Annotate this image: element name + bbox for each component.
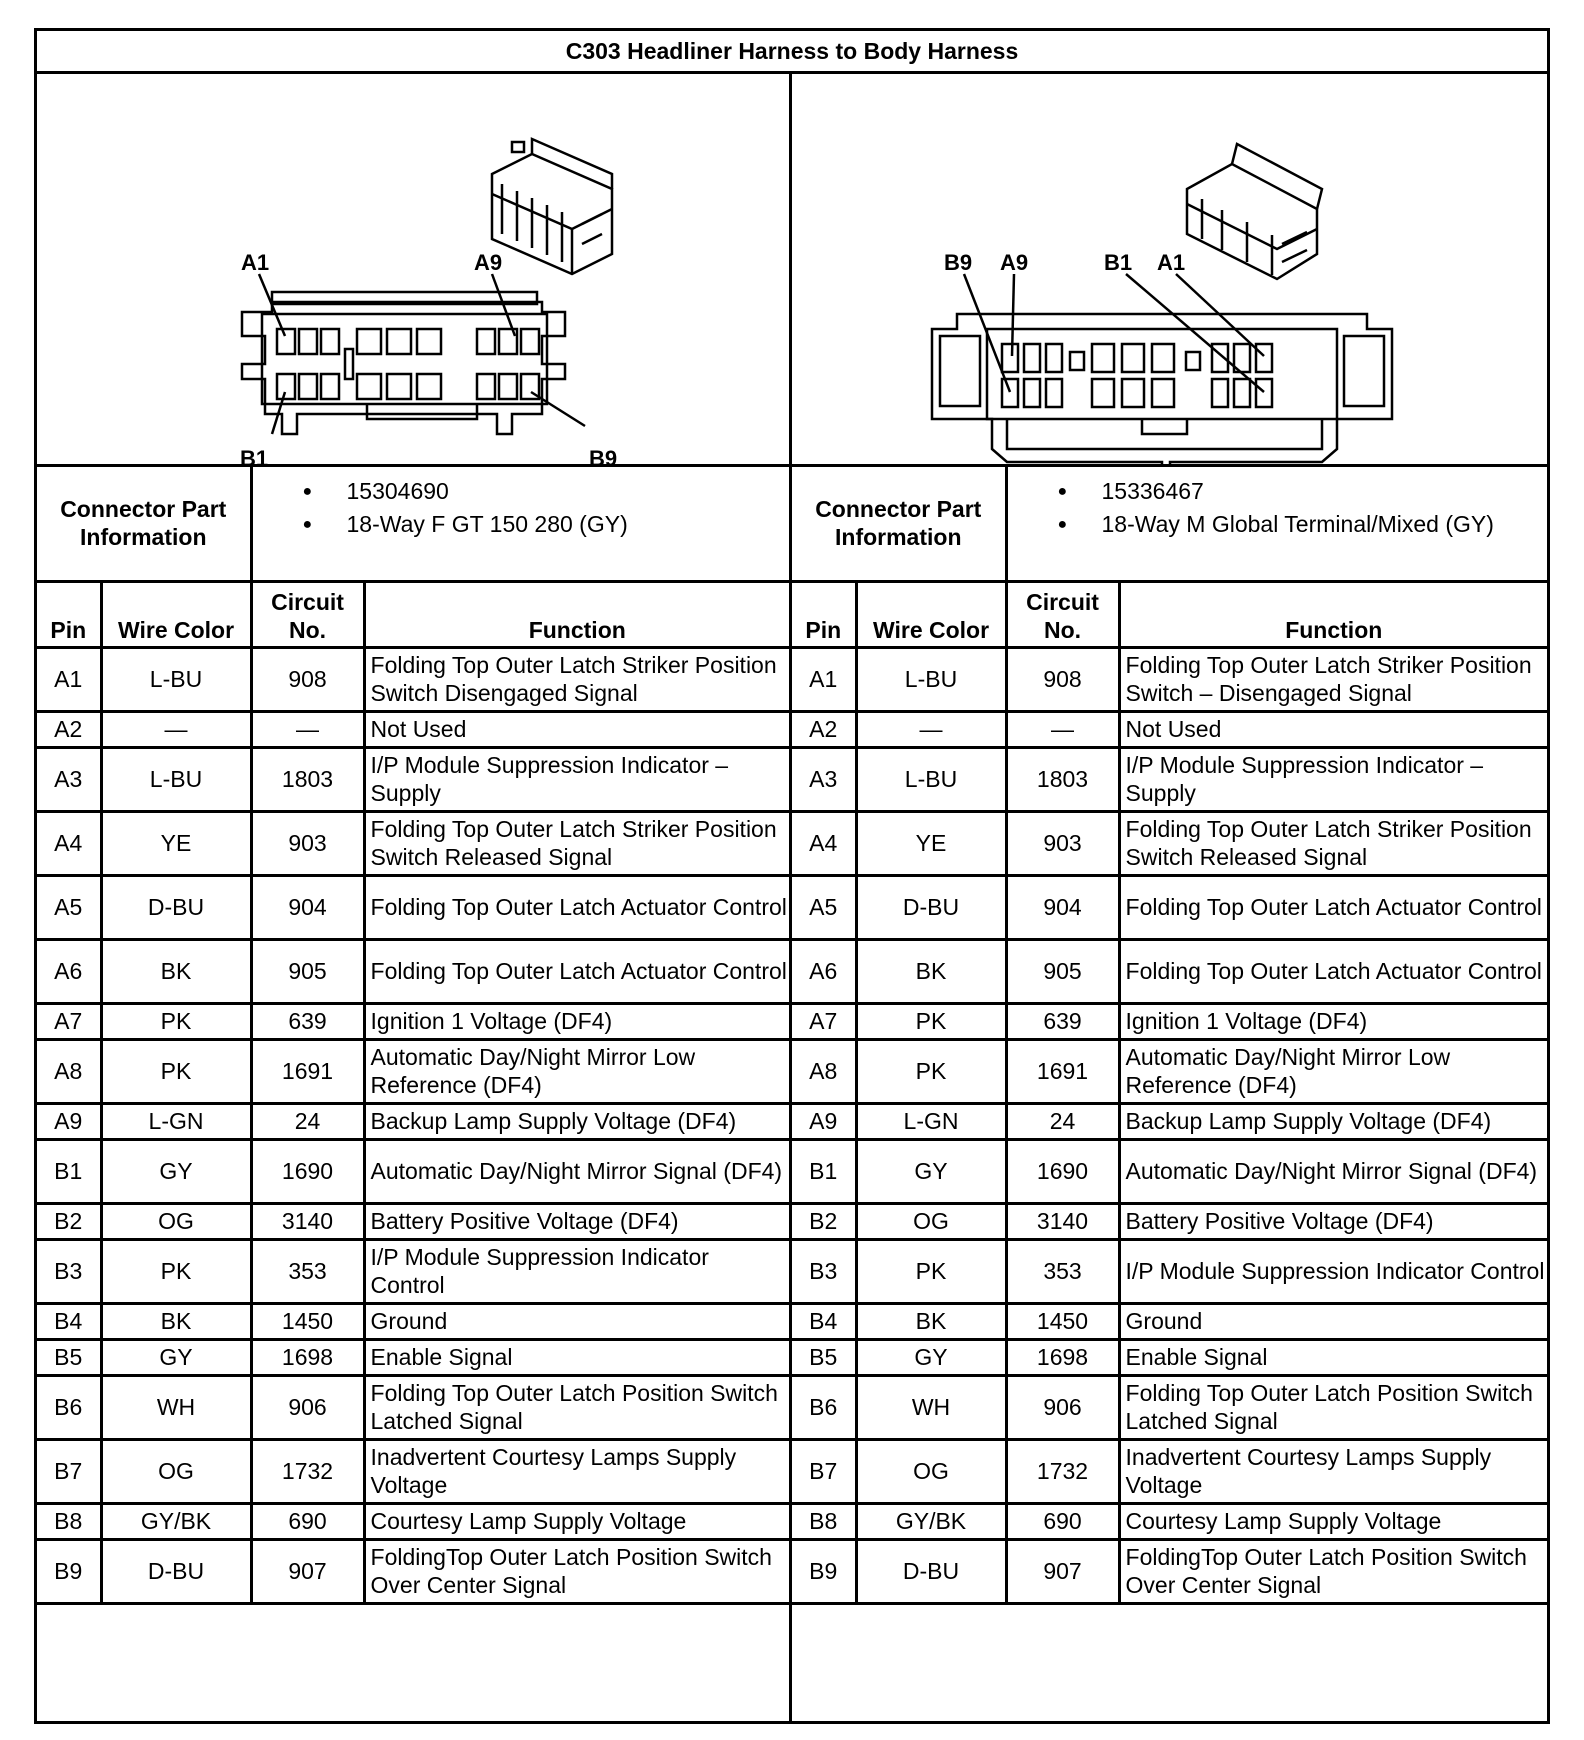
function-cell: Folding Top Outer Latch Position Switch Latched Signal [364, 1375, 789, 1439]
pin-cell: B6 [792, 1375, 856, 1439]
function-cell: Inadvertent Courtesy Lamps Supply Voltage [1119, 1439, 1547, 1503]
wire-color-cell: YE [101, 811, 251, 875]
pin-label-a1: A1 [241, 250, 270, 275]
function-cell: Ground [1119, 1303, 1547, 1339]
pin-cell: A6 [792, 939, 856, 1003]
header-function: Function [364, 581, 789, 647]
female-connector-pinout [37, 467, 789, 1721]
pin-cell: A9 [37, 1103, 101, 1139]
wire-color-cell: BK [856, 939, 1006, 1003]
wire-color-cell: D-BU [101, 1539, 251, 1603]
header-circuit: Circuit No. [1006, 581, 1119, 647]
circuit-cell: 904 [251, 875, 364, 939]
wire-color-cell: — [856, 711, 1006, 747]
pin-cell: A8 [37, 1039, 101, 1103]
circuit-cell: 24 [1006, 1103, 1119, 1139]
function-cell: Ignition 1 Voltage (DF4) [1119, 1003, 1547, 1039]
wire-color-cell: PK [101, 1003, 251, 1039]
table-row [792, 1339, 1547, 1375]
circuit-cell: 905 [1006, 939, 1119, 1003]
female-pinout-table [37, 467, 789, 1605]
circuit-cell: 903 [1006, 811, 1119, 875]
function-cell: Folding Top Outer Latch Striker Position Switch Released Signal [364, 811, 789, 875]
function-cell: Folding Top Outer Latch Position Switch Latched Signal [1119, 1375, 1547, 1439]
pin-cell: B8 [37, 1503, 101, 1539]
function-cell: Courtesy Lamp Supply Voltage [364, 1503, 789, 1539]
circuit-cell: 1803 [251, 747, 364, 811]
circuit-cell: 24 [251, 1103, 364, 1139]
connector-part-info-label: Connector Part Information [37, 467, 251, 581]
circuit-cell: 905 [251, 939, 364, 1003]
pin-label-b1: B1 [1104, 250, 1133, 275]
pin-label-b9: B9 [589, 446, 618, 464]
circuit-cell: 639 [1006, 1003, 1119, 1039]
wire-color-cell: PK [101, 1239, 251, 1303]
wire-color-cell: L-GN [101, 1103, 251, 1139]
circuit-cell: — [1006, 711, 1119, 747]
pin-cell: A5 [792, 875, 856, 939]
table-row [37, 1039, 789, 1103]
table-row [37, 1103, 789, 1139]
function-cell: Ignition 1 Voltage (DF4) [364, 1003, 789, 1039]
connector-part-info-label: Connector Part Information [792, 467, 1006, 581]
table-row [37, 1503, 789, 1539]
function-cell: Automatic Day/Night Mirror Low Reference (DF4) [364, 1039, 789, 1103]
connector-drawings [37, 74, 1547, 467]
male-bottom-row-terminals [1002, 379, 1272, 407]
function-cell: Backup Lamp Supply Voltage (DF4) [1119, 1103, 1547, 1139]
function-cell: I/P Module Suppression Indicator – Supply [1119, 747, 1547, 811]
function-cell: Folding Top Outer Latch Actuator Control [364, 875, 789, 939]
wire-color-cell: PK [856, 1003, 1006, 1039]
wire-color-cell: BK [856, 1303, 1006, 1339]
function-cell: Battery Positive Voltage (DF4) [364, 1203, 789, 1239]
pin-label-b1: B1 [240, 446, 269, 464]
pin-cell: B5 [37, 1339, 101, 1375]
function-cell: Enable Signal [364, 1339, 789, 1375]
pin-cell: A9 [792, 1103, 856, 1139]
pin-cell: A1 [792, 647, 856, 711]
circuit-cell: 906 [251, 1375, 364, 1439]
female-connector-face-outline [242, 292, 565, 434]
circuit-cell: 1698 [1006, 1339, 1119, 1375]
male-top-row-terminals [1002, 344, 1272, 372]
table-row [792, 1303, 1547, 1339]
wire-color-cell: GY [856, 1139, 1006, 1203]
pin-cell: A6 [37, 939, 101, 1003]
wire-color-cell: L-BU [101, 747, 251, 811]
pin-cell: B9 [37, 1539, 101, 1603]
table-row [792, 811, 1547, 875]
pin-cell: B4 [37, 1303, 101, 1339]
pin-cell: A2 [792, 711, 856, 747]
header-wire-color: Wire Color [101, 581, 251, 647]
function-cell: Courtesy Lamp Supply Voltage [1119, 1503, 1547, 1539]
female-connector-drawing [37, 74, 789, 464]
wire-color-cell: L-BU [856, 747, 1006, 811]
male-connector-drawing [792, 74, 1547, 464]
pin-label-b9: B9 [944, 250, 973, 275]
circuit-cell: 639 [251, 1003, 364, 1039]
page-title: C303 Headliner Harness to Body Harness [37, 31, 1547, 74]
table-row [37, 1375, 789, 1439]
function-cell: I/P Module Suppression Indicator Control [1119, 1239, 1547, 1303]
function-cell: Automatic Day/Night Mirror Signal (DF4) [1119, 1139, 1547, 1203]
male-connector-pinout [792, 467, 1547, 1721]
wire-color-cell: BK [101, 939, 251, 1003]
function-cell: Folding Top Outer Latch Actuator Control [1119, 875, 1547, 939]
circuit-cell: 690 [1006, 1503, 1119, 1539]
table-row [37, 711, 789, 747]
table-row [792, 711, 1547, 747]
header-wire-color: Wire Color [856, 581, 1006, 647]
function-cell: Automatic Day/Night Mirror Low Reference (DF4) [1119, 1039, 1547, 1103]
pin-cell: B2 [37, 1203, 101, 1239]
wire-color-cell: GY [101, 1339, 251, 1375]
wire-color-cell: L-BU [101, 647, 251, 711]
circuit-cell: 907 [251, 1539, 364, 1603]
circuit-cell: 903 [251, 811, 364, 875]
table-row [792, 1103, 1547, 1139]
part-number: ● 15336467 [1058, 475, 1547, 508]
circuit-cell: 908 [1006, 647, 1119, 711]
wire-color-cell: D-BU [856, 875, 1006, 939]
circuit-cell: 1732 [251, 1439, 364, 1503]
table-row [37, 1339, 789, 1375]
male-connector-isometric [1187, 144, 1322, 279]
table-row [37, 1539, 789, 1603]
wire-color-cell: GY/BK [101, 1503, 251, 1539]
connector-part-info-list [1006, 467, 1547, 581]
table-row [792, 1503, 1547, 1539]
wire-color-cell: OG [101, 1439, 251, 1503]
pin-cell: B5 [792, 1339, 856, 1375]
function-cell: I/P Module Suppression Indicator – Supply [364, 747, 789, 811]
pin-label-a9: A9 [1000, 250, 1029, 275]
male-connector-face [792, 74, 1547, 464]
table-row [792, 1439, 1547, 1503]
circuit-cell: 1803 [1006, 747, 1119, 811]
function-cell: Backup Lamp Supply Voltage (DF4) [364, 1103, 789, 1139]
circuit-cell: — [251, 711, 364, 747]
pin-cell: A8 [792, 1039, 856, 1103]
function-cell: Not Used [364, 711, 789, 747]
circuit-cell: 3140 [1006, 1203, 1119, 1239]
circuit-cell: 1691 [1006, 1039, 1119, 1103]
header-function: Function [1119, 581, 1547, 647]
function-cell: Folding Top Outer Latch Actuator Control [364, 939, 789, 1003]
connector-sheet [34, 28, 1550, 1724]
wire-color-cell: OG [101, 1203, 251, 1239]
function-cell: Folding Top Outer Latch Striker Position Switch Disengaged Signal [364, 647, 789, 711]
male-pinout-table [792, 467, 1547, 1605]
pin-cell: B3 [792, 1239, 856, 1303]
circuit-cell: 904 [1006, 875, 1119, 939]
pin-label-a1: A1 [1157, 250, 1186, 275]
function-cell: Folding Top Outer Latch Actuator Control [1119, 939, 1547, 1003]
wire-color-cell: D-BU [856, 1539, 1006, 1603]
circuit-cell: 1698 [251, 1339, 364, 1375]
wire-color-cell: GY [856, 1339, 1006, 1375]
function-cell: Battery Positive Voltage (DF4) [1119, 1203, 1547, 1239]
part-description: ● 18-Way M Global Terminal/Mixed (GY) [1058, 508, 1547, 541]
table-row [792, 1375, 1547, 1439]
pin-cell: A1 [37, 647, 101, 711]
pin-cell: A3 [792, 747, 856, 811]
table-row [792, 1203, 1547, 1239]
female-bottom-row-cavities [277, 349, 539, 399]
table-row [792, 1539, 1547, 1603]
table-row [37, 647, 789, 711]
circuit-cell: 353 [1006, 1239, 1119, 1303]
table-row [37, 875, 789, 939]
table-row [792, 647, 1547, 711]
function-cell: I/P Module Suppression Indicator Control [364, 1239, 789, 1303]
table-row [37, 1239, 789, 1303]
pin-cell: A5 [37, 875, 101, 939]
function-cell: Folding Top Outer Latch Striker Position Switch – Disengaged Signal [1119, 647, 1547, 711]
pin-cell: A4 [37, 811, 101, 875]
table-row [37, 1439, 789, 1503]
pin-cell: A7 [792, 1003, 856, 1039]
circuit-cell: 908 [251, 647, 364, 711]
table-row [792, 747, 1547, 811]
pin-cell: B9 [792, 1539, 856, 1603]
wire-color-cell: L-BU [856, 647, 1006, 711]
table-row [792, 1239, 1547, 1303]
wire-color-cell: D-BU [101, 875, 251, 939]
wire-color-cell: — [101, 711, 251, 747]
function-cell: Not Used [1119, 711, 1547, 747]
table-row [792, 939, 1547, 1003]
female-connector-face [37, 74, 789, 464]
table-row [792, 1139, 1547, 1203]
wire-color-cell: L-GN [856, 1103, 1006, 1139]
connector-part-info-row [792, 467, 1547, 581]
part-number: ● 15304690 [303, 475, 789, 508]
pin-cell: B7 [37, 1439, 101, 1503]
table-row [37, 1203, 789, 1239]
pin-cell: B3 [37, 1239, 101, 1303]
wire-color-cell: OG [856, 1439, 1006, 1503]
wire-color-cell: OG [856, 1203, 1006, 1239]
circuit-cell: 1732 [1006, 1439, 1119, 1503]
table-row [37, 939, 789, 1003]
wire-color-cell: PK [101, 1039, 251, 1103]
circuit-cell: 1690 [1006, 1139, 1119, 1203]
circuit-cell: 1691 [251, 1039, 364, 1103]
female-pinout-rows [37, 647, 789, 1603]
table-row [37, 1003, 789, 1039]
pin-cell: A4 [792, 811, 856, 875]
connector-part-info-row [37, 467, 789, 581]
pin-cell: B2 [792, 1203, 856, 1239]
header-circuit: Circuit No. [251, 581, 364, 647]
circuit-cell: 907 [1006, 1539, 1119, 1603]
wire-color-cell: WH [856, 1375, 1006, 1439]
female-top-row-cavities [277, 329, 539, 354]
pin-cell: B8 [792, 1503, 856, 1539]
table-row [37, 747, 789, 811]
table-header-row [792, 581, 1547, 647]
circuit-cell: 353 [251, 1239, 364, 1303]
function-cell: Inadvertent Courtesy Lamps Supply Voltage [364, 1439, 789, 1503]
pin-cell: B4 [792, 1303, 856, 1339]
table-row [37, 1303, 789, 1339]
part-description: ● 18-Way F GT 150 280 (GY) [303, 508, 789, 541]
circuit-cell: 3140 [251, 1203, 364, 1239]
pin-cell: B7 [792, 1439, 856, 1503]
pin-cell: B6 [37, 1375, 101, 1439]
pin-cell: B1 [792, 1139, 856, 1203]
table-row [792, 875, 1547, 939]
function-cell: Folding Top Outer Latch Striker Position Switch Released Signal [1119, 811, 1547, 875]
function-cell: FoldingTop Outer Latch Position Switch Over Center Signal [364, 1539, 789, 1603]
circuit-cell: 690 [251, 1503, 364, 1539]
wire-color-cell: BK [101, 1303, 251, 1339]
function-cell: Ground [364, 1303, 789, 1339]
table-row [792, 1039, 1547, 1103]
wire-color-cell: GY [101, 1139, 251, 1203]
header-pin: Pin [37, 581, 101, 647]
female-connector-isometric [492, 139, 612, 274]
pin-cell: B1 [37, 1139, 101, 1203]
circuit-cell: 906 [1006, 1375, 1119, 1439]
table-row [37, 1139, 789, 1203]
circuit-cell: 1450 [1006, 1303, 1119, 1339]
male-pinout-rows [792, 647, 1547, 1603]
wire-color-cell: GY/BK [856, 1503, 1006, 1539]
header-pin: Pin [792, 581, 856, 647]
function-cell: Automatic Day/Night Mirror Signal (DF4) [364, 1139, 789, 1203]
circuit-cell: 1690 [251, 1139, 364, 1203]
wire-color-cell: PK [856, 1039, 1006, 1103]
pin-cell: A7 [37, 1003, 101, 1039]
function-cell: Enable Signal [1119, 1339, 1547, 1375]
table-row [37, 811, 789, 875]
wire-color-cell: PK [856, 1239, 1006, 1303]
circuit-cell: 1450 [251, 1303, 364, 1339]
wire-color-cell: YE [856, 811, 1006, 875]
connector-part-info-list [251, 467, 789, 581]
pin-cell: A3 [37, 747, 101, 811]
table-row [792, 1003, 1547, 1039]
pin-label-a9: A9 [474, 250, 503, 275]
table-header-row [37, 581, 789, 647]
function-cell: FoldingTop Outer Latch Position Switch Over Center Signal [1119, 1539, 1547, 1603]
pin-cell: A2 [37, 711, 101, 747]
wire-color-cell: WH [101, 1375, 251, 1439]
